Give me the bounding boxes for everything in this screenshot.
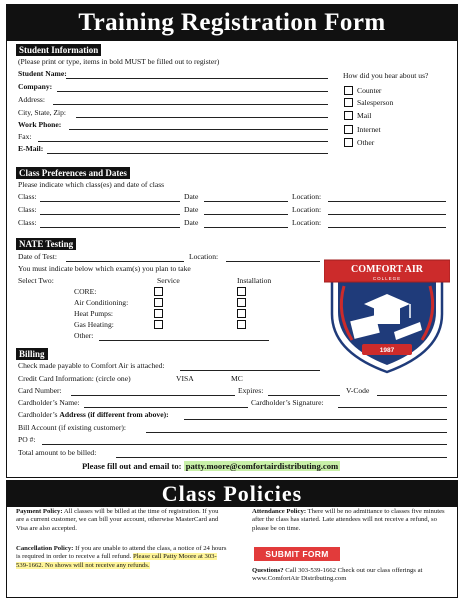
class-label: Class: (18, 192, 37, 201)
date-of-test-field[interactable] (66, 261, 184, 262)
class-field[interactable] (40, 201, 180, 202)
email-instruction: Please fill out and email to: patty.moore@comfortairdistributing.com (82, 461, 339, 471)
other-checkbox[interactable] (344, 138, 353, 147)
total-field[interactable] (116, 457, 447, 458)
class-prefs-heading: Class Preferences and Dates (16, 167, 130, 179)
class-prefs-instructions: Please indicate which class(es) and date of class (18, 180, 165, 189)
date-field[interactable] (204, 214, 288, 215)
card-info-label: Credit Card Information: (circle one) (18, 374, 131, 383)
policies-title: Class Policies (7, 481, 457, 507)
vcode-label: V-Code (346, 386, 370, 395)
cardholder-signature-field[interactable] (338, 407, 447, 408)
class-field[interactable] (40, 227, 180, 228)
date-label: Date (184, 218, 199, 227)
class-field[interactable] (40, 214, 180, 215)
counter-label: Counter (357, 86, 382, 95)
core-label: CORE: (74, 287, 97, 296)
installation-column-label: Installation (237, 276, 272, 285)
salesperson-label: Salesperson (357, 98, 394, 107)
cardholder-name-label: Cardholder’s Name: (18, 398, 80, 407)
logo-year: 1987 (379, 347, 395, 354)
ac-installation-checkbox[interactable] (237, 298, 246, 307)
company-label: Company: (18, 82, 53, 91)
gas-service-checkbox[interactable] (154, 320, 163, 329)
student-info-heading: Student Information (16, 44, 101, 56)
expires-field[interactable] (268, 395, 340, 396)
core-service-checkbox[interactable] (154, 287, 163, 296)
fax-field[interactable] (38, 141, 328, 142)
select-two-label: Select Two: (18, 276, 54, 285)
nate-location-field[interactable] (226, 261, 320, 262)
company-field[interactable] (57, 91, 328, 92)
cardholder-signature-label: Cardholder’s Signature: (251, 398, 324, 407)
internet-checkbox[interactable] (344, 125, 353, 134)
date-of-test-label: Date of Test: (18, 252, 57, 261)
attendance-policy: Attendance Policy: There will be no admittance to classes five minutes after the class has started. Late attendees will not receive a refund, so please be on time. (252, 508, 445, 532)
location-label: Location: (292, 192, 322, 201)
bill-account-label: Bill Account (if existing customer): (18, 423, 126, 432)
nate-heading: NATE Testing (16, 238, 76, 250)
work-phone-label: Work Phone: (18, 120, 62, 129)
core-installation-checkbox[interactable] (237, 287, 246, 296)
cardholder-name-field[interactable] (84, 407, 248, 408)
city-state-zip-field[interactable] (76, 117, 328, 118)
student-name-field[interactable] (66, 78, 328, 79)
nate-instructions: You must indicate below which exam(s) you plan to take (18, 264, 191, 273)
city-state-zip-label: City, State, Zip: (18, 108, 67, 117)
location-label: Location: (292, 205, 322, 214)
bill-account-field[interactable] (146, 432, 447, 433)
mail-checkbox[interactable] (344, 111, 353, 120)
card-number-field[interactable] (71, 395, 235, 396)
date-field[interactable] (204, 201, 288, 202)
other-label: Other (357, 138, 375, 147)
expires-label: Expires: (238, 386, 264, 395)
po-field[interactable] (42, 444, 447, 445)
mail-label: Mail (357, 111, 372, 120)
billing-heading: Billing (16, 348, 48, 360)
student-instructions: (Please print or type, items in bold MUST be filled out to register) (18, 57, 220, 66)
other-exam-field[interactable] (99, 340, 269, 341)
comfort-air-college-logo (324, 252, 450, 374)
date-field[interactable] (204, 227, 288, 228)
address-label: Address: (18, 95, 45, 104)
location-field[interactable] (328, 227, 446, 228)
heat-pumps-label: Heat Pumps: (74, 309, 114, 318)
logo-line1: COMFORT AIR (351, 264, 423, 275)
salesperson-checkbox[interactable] (344, 98, 353, 107)
internet-label: Internet (357, 125, 381, 134)
hp-installation-checkbox[interactable] (237, 309, 246, 318)
other-exam-label: Other: (74, 331, 94, 340)
address-field[interactable] (53, 104, 328, 105)
form-title: Training Registration Form (7, 5, 457, 41)
air-conditioning-label: Air Conditioning: (74, 298, 129, 307)
email-field[interactable] (47, 153, 328, 154)
student-name-label: Student Name: (18, 69, 67, 78)
gas-heating-label: Gas Heating: (74, 320, 114, 329)
work-phone-field[interactable] (69, 129, 328, 130)
visa-option[interactable]: VISA (176, 374, 194, 383)
po-label: PO #: (18, 435, 36, 444)
ac-service-checkbox[interactable] (154, 298, 163, 307)
logo-line2: COLLEGE (372, 276, 402, 281)
contact-email-link[interactable]: patty.moore@comfortairdistributing.com (185, 461, 339, 471)
date-label: Date (184, 205, 199, 214)
payable-label: Check made payable to Comfort Air is attached: (18, 361, 165, 370)
payable-field[interactable] (180, 370, 320, 371)
total-label: Total amount to be billed: (18, 448, 97, 457)
class-label: Class: (18, 218, 37, 227)
vcode-field[interactable] (377, 395, 447, 396)
payment-policy: Payment Policy: All classes will be billed at the time of registration. If you are a current customer, we can bill your account, otherwise MasterCard and Visa are also accepted. (16, 508, 219, 532)
service-column-label: Service (157, 276, 180, 285)
cardholder-address-label: Cardholder’s Address (if different from above): (18, 410, 169, 419)
location-label: Location: (292, 218, 322, 227)
cardholder-address-field[interactable] (184, 419, 447, 420)
class-label: Class: (18, 205, 37, 214)
hear-about-question: How did you hear about us? (343, 71, 429, 80)
location-field[interactable] (328, 201, 446, 202)
nate-location-label: Location: (189, 252, 219, 261)
gas-installation-checkbox[interactable] (237, 320, 246, 329)
submit-form-button[interactable]: SUBMIT FORM (254, 547, 340, 561)
counter-checkbox[interactable] (344, 86, 353, 95)
hp-service-checkbox[interactable] (154, 309, 163, 318)
card-number-label: Card Number: (18, 386, 62, 395)
date-label: Date (184, 192, 199, 201)
cancellation-policy: Cancellation Policy: If you are unable to attend the class, a notice of 24 hours is required in order to receive a full refund. Please call Patty Moore at 303-539-1662. No shows will not receive any refunds. (16, 545, 227, 569)
email-label: E-Mail: (18, 144, 44, 153)
questions-info: Questions? Call 303-539-1662 Check out our class offerings at www.ComfortAir Distributing.com (252, 567, 423, 583)
mc-option[interactable]: MC (231, 374, 243, 383)
fax-label: Fax: (18, 132, 32, 141)
location-field[interactable] (328, 214, 446, 215)
